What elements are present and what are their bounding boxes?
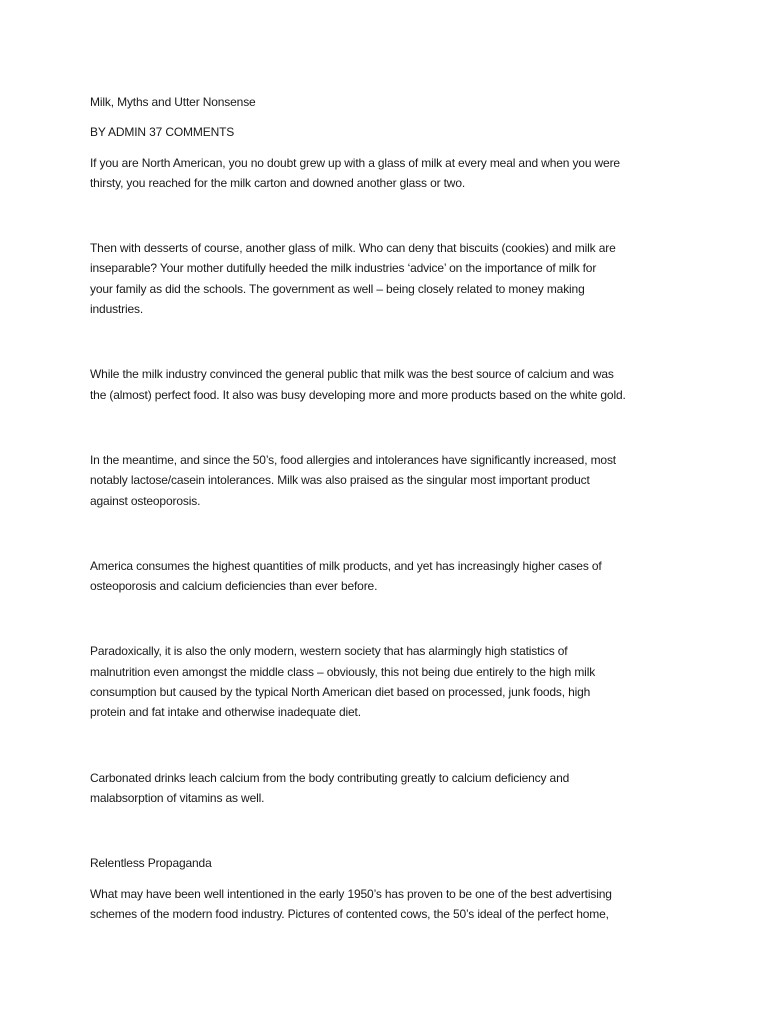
paragraph-line: the (almost) perfect food. It also was busy developing more and more products based on the white gold. [90, 387, 626, 402]
section-subheading: Relentless Propaganda [90, 856, 212, 871]
paragraph-line: protein and fat intake and otherwise inadequate diet. [90, 705, 361, 720]
paragraph-line: If you are North American, you no doubt grew up with a glass of milk at every meal and when you were [90, 155, 620, 170]
paragraph-line: America consumes the highest quantities of milk products, and yet has increasingly higher cases of [90, 558, 602, 573]
article-title: Milk, Myths and Utter Nonsense [90, 95, 256, 109]
paragraph-line: malabsorption of vitamins as well. [90, 790, 265, 805]
paragraph-line: What may have been well intentioned in the early 1950’s has proven to be one of the best advertising [90, 886, 612, 901]
paragraph-line: industries. [90, 302, 144, 317]
paragraph-line: Carbonated drinks leach calcium from the body contributing greatly to calcium deficiency and [90, 770, 570, 785]
paragraph-5 [90, 556, 690, 597]
paragraph-line: your family as did the schools. The government as well – being closely related to money making [90, 281, 585, 296]
paragraph-line: inseparable? Your mother dutifully heeded the milk industries ‘advice’ on the importance of milk for [90, 261, 597, 276]
paragraph-line: schemes of the modern food industry. Pictures of contented cows, the 50’s ideal of the perfect home, [90, 906, 609, 921]
paragraph-line: against osteoporosis. [90, 493, 201, 508]
paragraph-3 [90, 364, 690, 405]
paragraph-4 [90, 450, 690, 511]
paragraph-8 [90, 884, 690, 925]
paragraph-line: consumption but caused by the typical North American diet based on processed, junk foods, high [90, 685, 591, 700]
paragraph-line: While the milk industry convinced the general public that milk was the best source of calcium and was [90, 367, 614, 382]
paragraph-line: notably lactose/casein intolerances. Milk was also praised as the singular most important product [90, 473, 590, 488]
paragraph-line: thirsty, you reached for the milk carton and downed another glass or two. [90, 175, 466, 190]
article-byline: BY ADMIN 37 COMMENTS [90, 125, 235, 140]
paragraph-2 [90, 238, 690, 319]
paragraph-1 [90, 153, 690, 194]
paragraph-line: malnutrition even amongst the middle class – obviously, this not being due entirely to the high milk [90, 664, 596, 679]
paragraph-7 [90, 768, 690, 809]
paragraph-line: In the meantime, and since the 50’s, food allergies and intolerances have significantly increased, most [90, 452, 616, 467]
document-body [90, 92, 690, 924]
paragraph-line: Paradoxically, it is also the only modern, western society that has alarmingly high statistics of [90, 644, 568, 659]
paragraph-6 [90, 641, 690, 722]
paragraph-line: osteoporosis and calcium deficiencies than ever before. [90, 579, 378, 594]
paragraph-line: Then with desserts of course, another glass of milk. Who can deny that biscuits (cookies) and milk are [90, 241, 616, 256]
